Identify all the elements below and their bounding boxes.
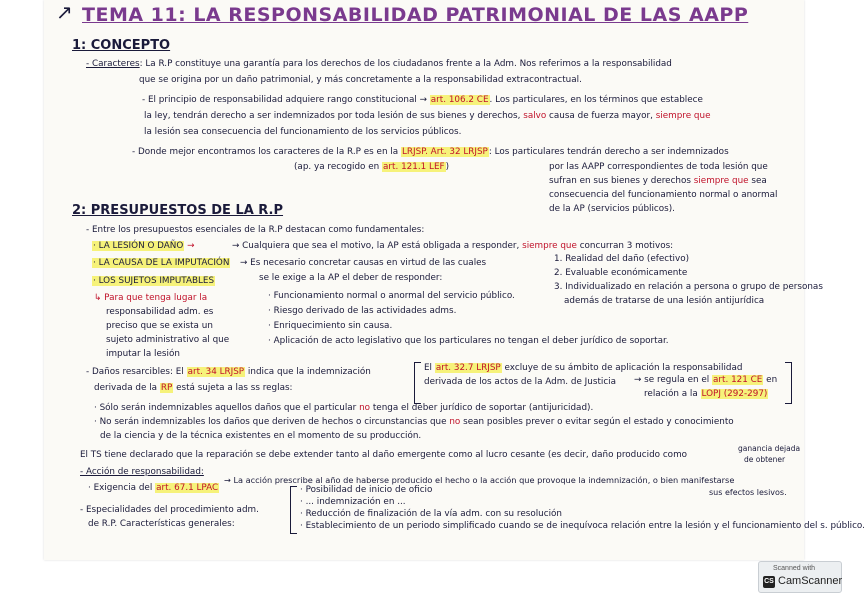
text-line: ganancia dejada (738, 444, 801, 453)
text-line: · Establecimiento de un periodo simplificado cuando se de inequívoca relación entre la lesión y el funcionamiento del s. público. (300, 521, 865, 531)
text-line: - Acción de responsabilidad: (80, 467, 204, 477)
text-line: · Sólo serán indemnizables aquellos daños que el particular no tenga el deber jurídico de soportar (antijuricidad). (94, 403, 594, 413)
text-line: · Funcionamiento normal o anormal del servicio público. (268, 291, 515, 301)
text-line: 3. Individualizado en relación a persona o grupo de personas (554, 282, 823, 292)
text-line: - Caracteres: La R.P constituye una garantía para los derechos de los ciudadanos frente a la Adm. Nos referimos a la responsabilidad (86, 59, 672, 69)
text-line: responsabilidad adm. es (106, 307, 214, 317)
text-line: · Posibilidad de inicio de oficio (300, 485, 433, 495)
text-line: · Enriquecimiento sin causa. (268, 321, 393, 331)
scanned-page (44, 0, 865, 560)
text-line: de la ciencia y de la técnica existentes en el momento de su producción. (100, 431, 422, 441)
text-line: preciso que se exista un (106, 321, 213, 331)
camscanner-logo-icon: CS (763, 576, 775, 588)
text-line: relación a la LOPJ (292-297) (644, 389, 768, 399)
text-line: sujeto administrativo al que (106, 335, 230, 345)
text-line: · LA CAUSA DE LA IMPUTACIÓN (93, 258, 230, 268)
camscanner-badge (758, 561, 842, 593)
text-line: → La acción prescribe al año de haberse producido el hecho o la acción que provoque la indemnización, o bien manifestarse (224, 475, 735, 485)
bracket (290, 486, 297, 534)
text-line: la ley, tendrán derecho a ser indemnizados por toda lesión de sus bienes y derechos, salvo causa de fuerza mayor, siempre que (144, 111, 711, 121)
text-line: - El principio de responsabilidad adquiere rango constitucional → art. 106.2 CE. Los particulares, en los términos que establece (142, 95, 703, 105)
text-line: ↳ Para que tenga lugar la (94, 293, 208, 303)
text-line: consecuencia del funcionamiento normal o anormal (549, 190, 778, 200)
heading-concepto: 1: CONCEPTO (72, 38, 171, 53)
text-line: - Donde mejor encontramos los caracteres de la R.P es en la LRJSP. Art. 32 LRJSP: Los particulares tendrán derecho a ser indemnizados (132, 147, 729, 157)
text-line: de obtener (744, 455, 786, 464)
badge-camscanner: CamScanner (778, 575, 843, 587)
bracket (785, 362, 792, 404)
text-line: (ap. ya recogido en art. 121.1 LEF) (294, 162, 450, 172)
text-line: · LOS SUJETOS IMPUTABLES (93, 276, 215, 286)
text-line: 2. Evaluable económicamente (554, 268, 688, 278)
text-line: 1. Realidad del daño (efectivo) (554, 254, 690, 264)
text-line: · Riesgo derivado de las actividades adms. (268, 306, 457, 316)
text-line: · Reducción de finalización de la vía adm. con su resolución (300, 509, 562, 519)
text-line: además de tratarse de una lesión antijurídica (564, 296, 765, 306)
text-line: · No serán indemnizables los daños que deriven de hechos o circunstancias que no sean posibles prever o evitar según el estado y conocimiento (94, 417, 734, 427)
text-line: - Daños resarcibles: El art. 34 LRJSP indica que la indemnización (86, 367, 371, 377)
text-line: El TS tiene declarado que la reparación se debe extender tanto al daño emergente como al lucro cesante (es decir, daño producido como (80, 450, 688, 460)
text-line: imputar la lesión (106, 349, 180, 359)
bracket (414, 362, 421, 404)
text-line: → Es necesario concretar causas en virtud de las cuales (240, 258, 487, 268)
text-line: → se regula en el art. 121 CE en (634, 375, 778, 385)
text-line: - Especialidades del procedimiento adm. (80, 505, 259, 515)
text-line: que se origina por un daño patrimonial, y más concretamente a la responsabilidad extracontractual. (139, 75, 582, 85)
badge-scanned-with: Scanned with (773, 565, 816, 572)
text-line: · Aplicación de acto legislativo que los particulares no tengan el deber jurídico de soportar. (268, 336, 669, 346)
text-line: · ... indemnización en ... (300, 497, 406, 507)
text-line: · LA LESIÓN O DAÑO → (93, 241, 195, 251)
text-line: de R.P. Características generales: (88, 519, 235, 529)
text-line: de la AP (servicios públicos). (549, 204, 675, 214)
page-title: TEMA 11: LA RESPONSABILIDAD PATRIMONIAL DE LAS AAPP (82, 4, 749, 26)
text-line: - Entre los presupuestos esenciales de la R.P destacan como fundamentales: (86, 225, 425, 235)
text-line: por las AAPP correspondientes de toda lesión que (549, 162, 768, 172)
title-arrow-mark: ↗ (56, 0, 73, 24)
text-line: sus efectos lesivos. (709, 488, 787, 497)
heading-presupuestos: 2: PRESUPUESTOS DE LA R.P (72, 203, 284, 218)
text-line: derivada de la RP está sujeta a las ss reglas: (94, 383, 293, 393)
text-line: derivada de los actos de la Adm. de Justicia (424, 377, 617, 387)
text-line: sufran en sus bienes y derechos siempre que sea (549, 176, 767, 186)
text-line: → Cualquiera que sea el motivo, la AP está obligada a responder, siempre que concurran 3 motivos: (232, 241, 674, 251)
text-line: la lesión sea consecuencia del funcionamiento de los servicios públicos. (144, 127, 462, 137)
text-line: · Exigencia del art. 67.1 LPAC (88, 483, 219, 493)
text-line: El art. 32.7 LRJSP excluye de su ámbito de aplicación la responsabilidad (424, 363, 743, 373)
text-line: se le exige a la AP el deber de responder: (259, 273, 443, 283)
